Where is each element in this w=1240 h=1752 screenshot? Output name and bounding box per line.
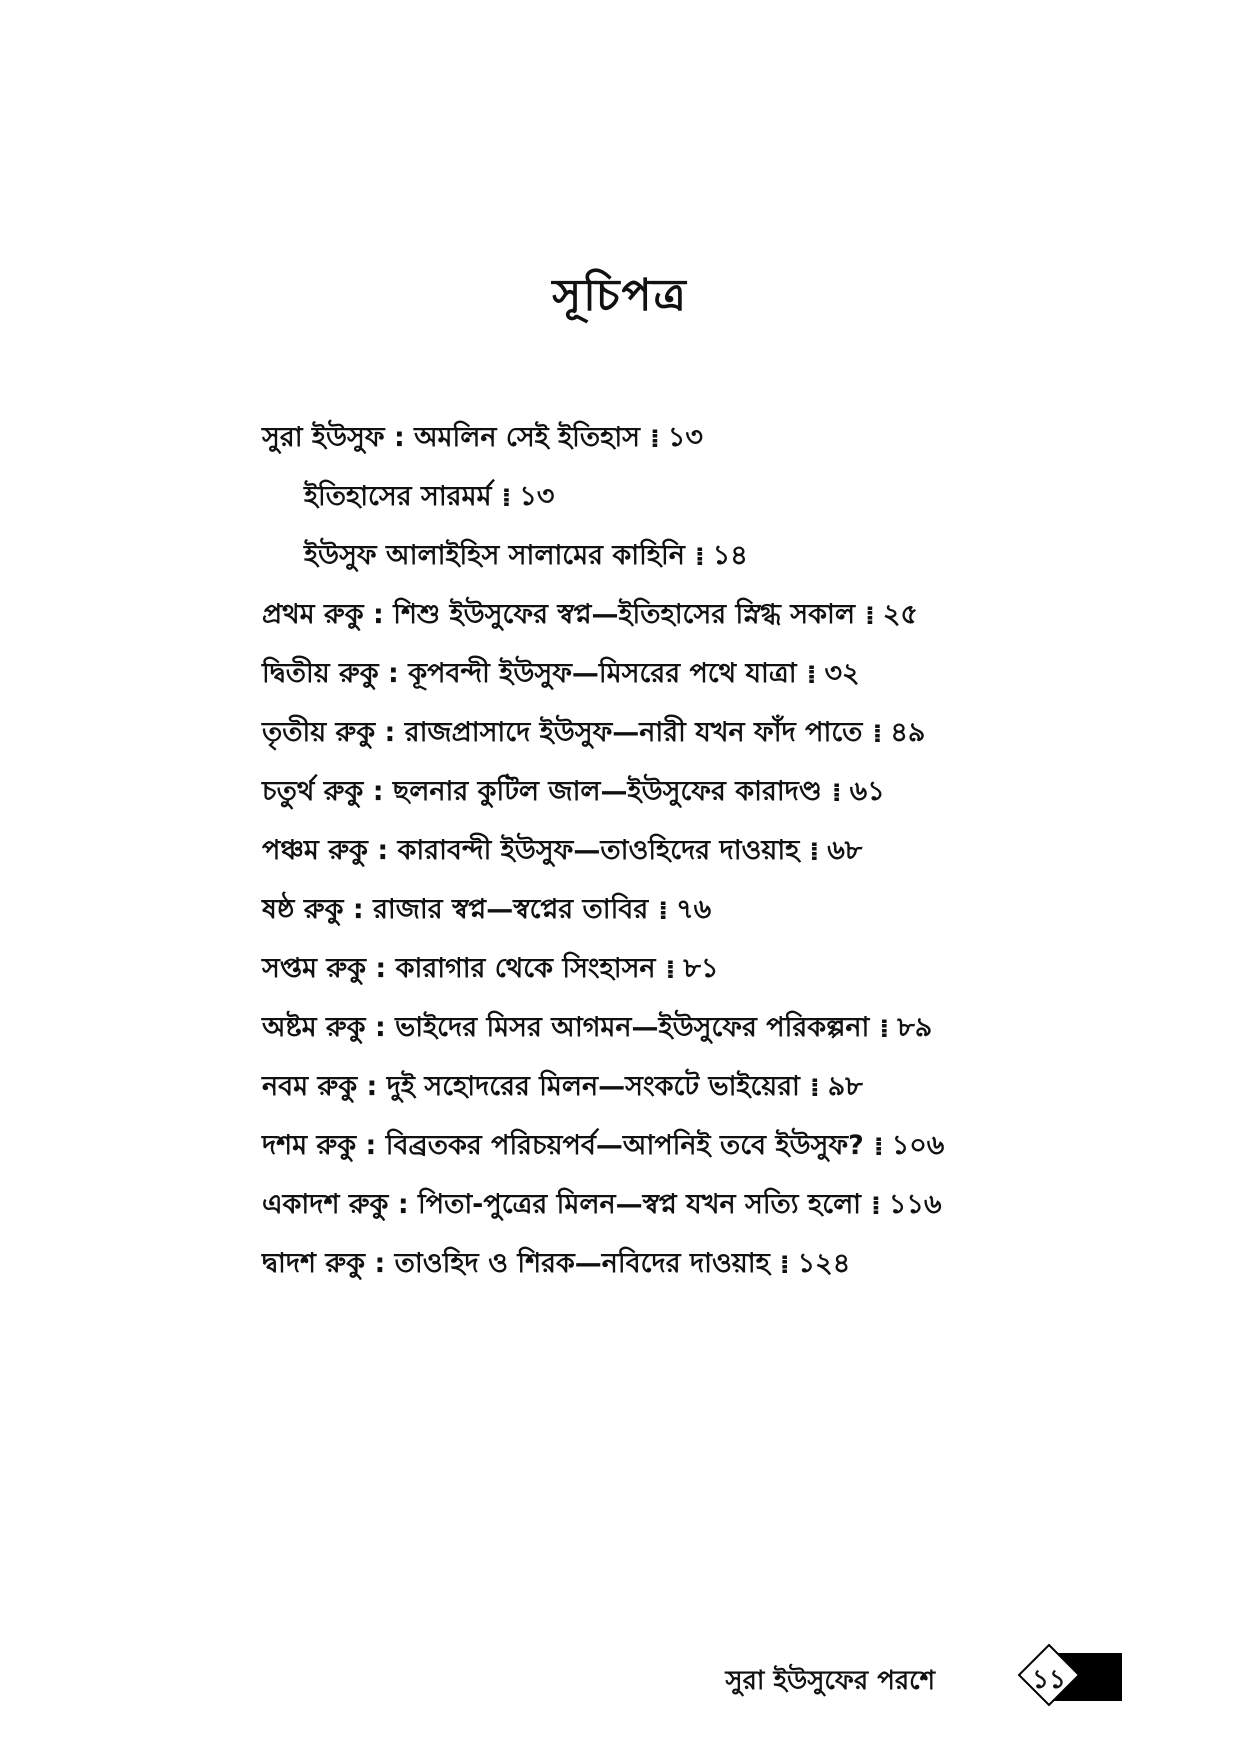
separator-glyph: ⁞ xyxy=(831,777,842,808)
separator-glyph: ⁞ xyxy=(873,1131,884,1162)
separator-glyph: ⁞ xyxy=(501,482,512,513)
toc-page-number: ২৫ xyxy=(882,599,918,630)
separator-glyph: ⁞ xyxy=(872,718,883,749)
toc-entry-title: ইতিহাসের সারমর্ম xyxy=(304,481,492,512)
toc-entry[interactable] xyxy=(262,1000,1162,1059)
toc-page-number: ৬১ xyxy=(849,776,885,807)
toc-entry[interactable] xyxy=(262,528,1162,587)
toc-entry[interactable] xyxy=(262,587,1162,646)
toc-entry-title: নবম রুকু : দুই সহোদরের মিলন—সংকটে ভাইয়েরা xyxy=(262,1071,800,1102)
separator-glyph: ⁞ xyxy=(650,423,660,454)
separator-glyph: ⁞ xyxy=(809,1072,820,1103)
toc-entry-title: দ্বিতীয় রুকু : কূপবন্দী ইউসুফ—মিসরের পথে যাত্রা xyxy=(262,658,797,689)
toc-entry[interactable] xyxy=(262,882,1162,941)
toc-entry-title: তৃতীয় রুকু : রাজপ্রাসাদে ইউসুফ—নারী যখন ফাঁদ পাতে xyxy=(262,717,863,748)
toc-entry-title: ষষ্ঠ রুকু : রাজার স্বপ্ন—স্বপ্নের তাবির xyxy=(262,894,649,925)
toc-page-number: ৩২ xyxy=(824,658,860,689)
toc-entry-title: দশম রুকু : বিব্রতকর পরিচয়পর্ব—আপনিই তবে ইউসুফ? xyxy=(262,1130,864,1161)
toc-page-number: ৭৬ xyxy=(676,894,712,925)
toc-entry[interactable] xyxy=(262,764,1162,823)
toc-page-number: ১১৬ xyxy=(888,1189,942,1220)
toc-entry-title: একাদশ রুকু : পিতা-পুত্রের মিলন—স্বপ্ন যখন সত্যি হলো xyxy=(262,1189,862,1220)
toc-entry-title: দ্বাদশ রুকু : তাওহিদ ও শিরক—নবিদের দাওয়াহ xyxy=(262,1248,770,1279)
toc-entry[interactable] xyxy=(262,1059,1162,1118)
toc-page-number: ৪৯ xyxy=(890,717,926,748)
toc-entry[interactable] xyxy=(262,469,1162,528)
toc-entry[interactable] xyxy=(262,823,1162,882)
toc-entry-title: ইউসুফ আলাইহিস সালামের কাহিনি xyxy=(304,540,685,571)
separator-glyph: ⁞ xyxy=(879,1013,890,1044)
page-footer xyxy=(0,1642,1240,1712)
toc-page-number: ৯৮ xyxy=(827,1071,863,1102)
toc-entry[interactable] xyxy=(262,646,1162,705)
toc-entry-title: সুরা ইউসুফ : অমলিন সেই ইতিহাস xyxy=(262,422,641,453)
table-of-contents xyxy=(262,410,1162,1295)
separator-glyph: ⁞ xyxy=(864,600,875,631)
separator-glyph: ⁞ xyxy=(694,541,705,572)
page-number: ১১ xyxy=(1032,1665,1066,1695)
separator-glyph: ⁞ xyxy=(658,895,669,926)
toc-page-number: ১৪ xyxy=(712,540,748,571)
toc-entry[interactable] xyxy=(262,1236,1162,1295)
toc-page-number: ১৩ xyxy=(667,422,703,453)
toc-page-number: ১২৪ xyxy=(797,1248,851,1279)
toc-page-number: ১৩ xyxy=(519,481,555,512)
toc-entry-title: চতুর্থ রুকু : ছলনার কুটিল জাল—ইউসুফের কারাদণ্ড xyxy=(262,776,822,807)
separator-glyph: ⁞ xyxy=(806,659,817,690)
running-head: সুরা ইউসুফের পরশে xyxy=(725,1666,935,1696)
toc-entry[interactable] xyxy=(262,1118,1162,1177)
page-title: সূচিপত্র xyxy=(552,270,688,321)
separator-glyph: ⁞ xyxy=(665,954,676,985)
toc-entry-title: সপ্তম রুকু : কারাগার থেকে সিংহাসন xyxy=(262,953,656,984)
separator-glyph: ⁞ xyxy=(779,1249,790,1280)
toc-entry[interactable] xyxy=(262,705,1162,764)
toc-page-number: ৮৯ xyxy=(897,1012,933,1043)
toc-entry[interactable] xyxy=(262,941,1162,1000)
toc-page-number: ৮১ xyxy=(683,953,719,984)
separator-glyph: ⁞ xyxy=(809,836,820,867)
separator-glyph: ⁞ xyxy=(871,1190,881,1221)
toc-entry-title: প্রথম রুকু : শিশু ইউসুফের স্বপ্ন—ইতিহাসের স্নিগ্ধ সকাল xyxy=(262,599,855,630)
toc-entry[interactable] xyxy=(262,1177,1162,1236)
toc-entry-title: পঞ্চম রুকু : কারাবন্দী ইউসুফ—তাওহিদের দাওয়াহ xyxy=(262,835,800,866)
toc-entry-title: অষ্টম রুকু : ভাইদের মিসর আগমন—ইউসুফের পরিকল্পনা xyxy=(262,1012,870,1043)
toc-entry[interactable] xyxy=(262,410,1162,469)
toc-page-number: ৬৮ xyxy=(827,835,863,866)
toc-page-number: ১০৬ xyxy=(891,1130,945,1161)
